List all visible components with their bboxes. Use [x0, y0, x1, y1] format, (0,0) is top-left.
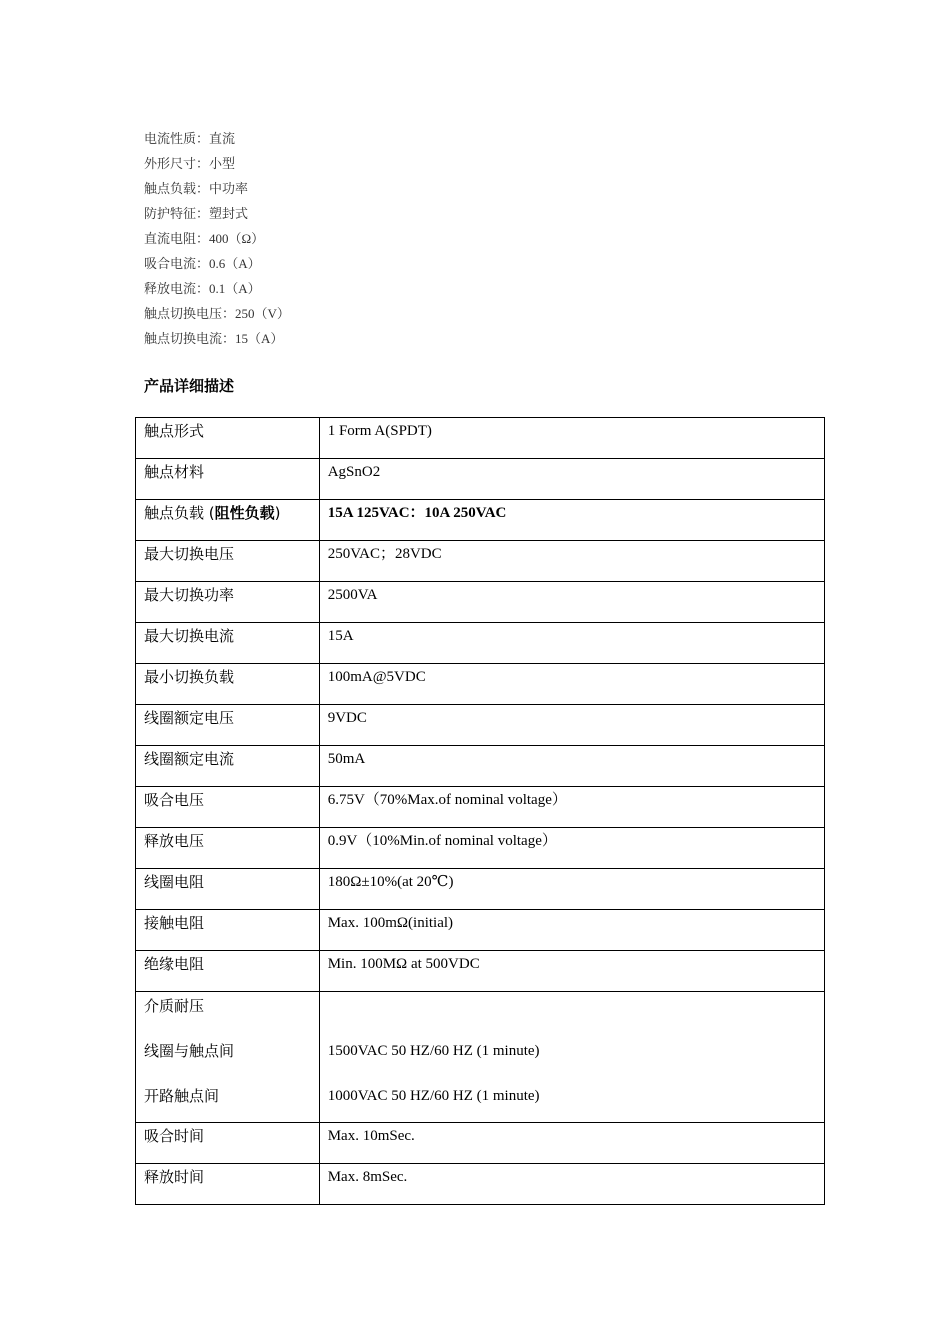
row-label — [136, 992, 320, 1123]
row-label: 绝缘电阻 — [136, 951, 320, 992]
table-row — [136, 541, 825, 582]
table-row — [136, 787, 825, 828]
row-sub-value: 1500VAC 50 HZ/60 HZ (1 minute) — [327, 1043, 540, 1059]
row-value: Min. 100MΩ at 500VDC — [319, 951, 824, 992]
row-label: 线圈额定电流 — [136, 746, 320, 787]
row-label: 触点材料 — [136, 459, 320, 500]
spec-item: 触点切换电压：250（V） — [144, 306, 290, 321]
table-row — [136, 951, 825, 992]
row-value: 0.9V（10%Min.of nominal voltage） — [319, 828, 824, 869]
row-label: 触点形式 — [136, 418, 320, 459]
label-bold: 阻性负载 — [214, 504, 275, 522]
row-value: Max. 8mSec. — [319, 1164, 824, 1205]
spec-summary-list — [144, 126, 290, 351]
table-row-dielectric — [136, 992, 825, 1123]
table-row — [136, 1123, 825, 1164]
row-label: 释放电压 — [136, 828, 320, 869]
row-value: Max. 100mΩ(initial) — [319, 910, 824, 951]
spec-item: 直流电阻：400（Ω） — [144, 231, 265, 246]
row-sub-value: 1000VAC 50 HZ/60 HZ (1 minute) — [327, 1088, 540, 1104]
row-label: 线圈额定电压 — [136, 705, 320, 746]
row-value: 50mA — [319, 746, 824, 787]
spec-item: 触点切换电流：15（A） — [144, 331, 284, 346]
row-value: 2500VA — [319, 582, 824, 623]
row-sub-label: 线圈与触点间 — [144, 1042, 235, 1060]
table-row — [136, 500, 825, 541]
spec-item: 防护特征：塑封式 — [144, 206, 249, 221]
row-label: 最大切换功率 — [136, 582, 320, 623]
table-row — [136, 705, 825, 746]
row-label: 释放时间 — [136, 1164, 320, 1205]
spec-item: 外形尺寸：小型 — [144, 156, 236, 171]
table-row — [136, 623, 825, 664]
table-row — [136, 746, 825, 787]
row-value: AgSnO2 — [319, 459, 824, 500]
row-value: 250VAC；28VDC — [319, 541, 824, 582]
row-sub-label: 开路触点间 — [144, 1087, 220, 1105]
row-label: 最大切换电流 — [136, 623, 320, 664]
row-value: 15A — [319, 623, 824, 664]
table-row — [136, 828, 825, 869]
table-row — [136, 910, 825, 951]
table-row — [136, 582, 825, 623]
row-label-main: 介质耐压 — [144, 997, 205, 1015]
table-row — [136, 869, 825, 910]
table-row — [136, 664, 825, 705]
spec-item: 吸合电流：0.6（A） — [144, 256, 261, 271]
table-row — [136, 418, 825, 459]
row-value: 180Ω±10%(at 20℃) — [319, 869, 824, 910]
table-row — [136, 459, 825, 500]
spec-item: 释放电流：0.1（A） — [144, 281, 261, 296]
row-value: Max. 10mSec. — [319, 1123, 824, 1164]
spec-item: 电流性质：直流 — [144, 131, 236, 146]
row-value — [319, 992, 824, 1123]
row-label: 吸合电压 — [136, 787, 320, 828]
row-value: 15A 125VAC：10A 250VAC — [319, 500, 824, 541]
table-row — [136, 1164, 825, 1205]
row-value: 1 Form A(SPDT) — [319, 418, 824, 459]
row-value: 100mA@5VDC — [319, 664, 824, 705]
spec-item: 触点负载：中功率 — [144, 181, 249, 196]
section-title: 产品详细描述 — [144, 377, 235, 395]
product-detail-table — [135, 417, 825, 1205]
row-label: 接触电阻 — [136, 910, 320, 951]
row-label — [136, 500, 320, 541]
row-label: 最小切换负载 — [136, 664, 320, 705]
row-value: 6.75V（70%Max.of nominal voltage） — [319, 787, 824, 828]
label-prefix: 触点负载 ( — [144, 504, 215, 522]
row-label: 最大切换电压 — [136, 541, 320, 582]
label-suffix: ) — [274, 504, 281, 522]
row-label: 线圈电阻 — [136, 869, 320, 910]
row-value: 9VDC — [319, 705, 824, 746]
row-label: 吸合时间 — [136, 1123, 320, 1164]
